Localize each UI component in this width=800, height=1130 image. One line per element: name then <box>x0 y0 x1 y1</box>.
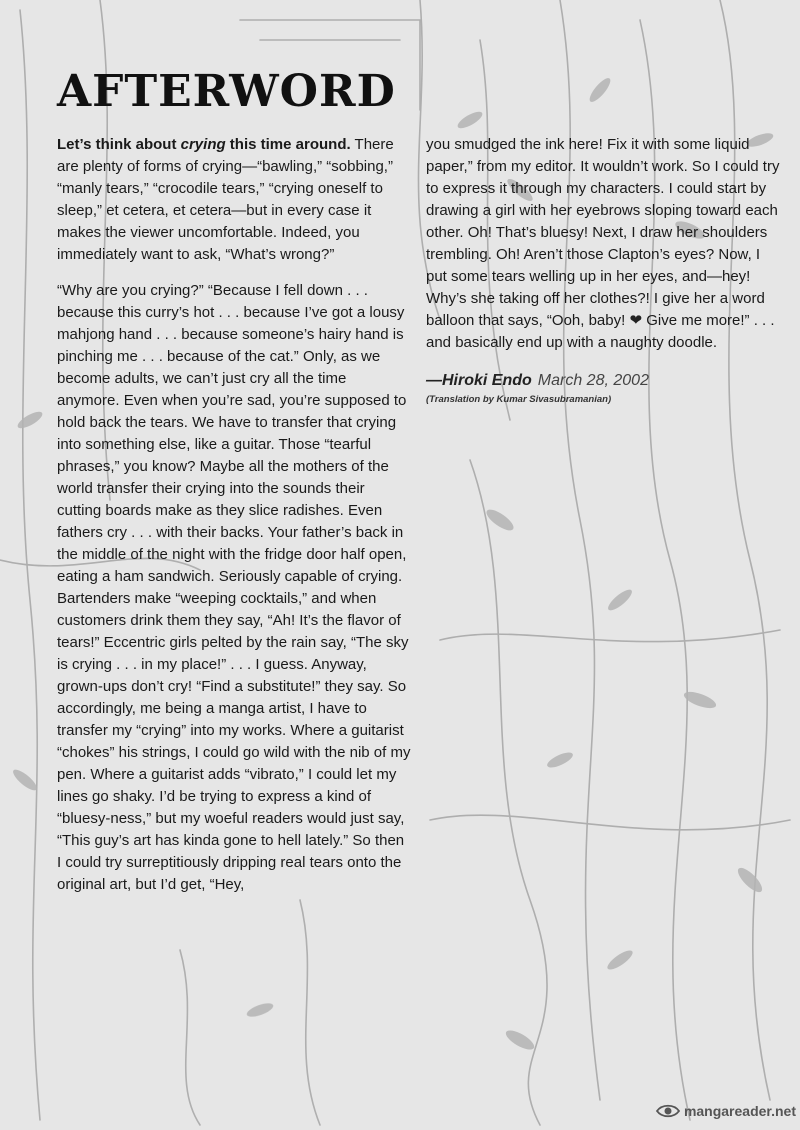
paragraph-main: “Why are you crying?” “Because I fell down . . . because this curry’s hot . . . because I’ve got a lousy mahjong hand . . . because someone’s hairy hand is pinching me . . . because of the cat.” Only, as we become adults, we can’t just cry all the time anymore. Even when you’re sad, you’re supposed to hold back the tears. We have to transfer that crying into something else, like a guitar. Those “tearful phrases,” you know? Maybe all the mothers of the world transfer their crying into the sounds their cutting boards make as they slice radishes. Even fathers cry . . . with their backs. Your father’s back in the middle of the night with the fridge door half open, eating a ham sandwich. Seriously capable of crying. Bartenders make “weeping cocktails,” and when customers drink them they say, “Ah! It’s the flavor of tears!” Eccentric girls pelted by the rain say, “The sky is crying . . . in my place!” . . . I guess. Anyway, grown-ups don’t cry! “Find a substitute!” they say. So accordingly, me being a manga artist, I have to transfer my “crying” into my works. Where a guitarist “chokes” his strings, I could go wild with the nib of my pen. Where a guitarist adds “vibrato,” I could let my lines go shaky. I’d be trying to express a kind of “bluesy-ness,” but my woeful readers would just say, “This guy’s art has kinda gone to hell lately.” So then I could try surreptitiously dripping real tears onto the original art, but I’d get, “Hey, <box>57 282 411 893</box>
author-signature: —Hiroki Endo <box>426 372 532 389</box>
signature-date: March 28, 2002 <box>537 372 649 389</box>
right-column <box>426 134 784 406</box>
watermark <box>656 1102 796 1120</box>
intro-text: There are plenty of forms of crying—“bawling,” “sobbing,” “manly tears,” “crocodile tears,” “crying oneself to sleep,” et cetera, et cetera—but in every case it makes the viewer uncomfortable. Indeed, you immediately want to ask, “What’s wrong?” <box>57 136 394 263</box>
paragraph-intro <box>57 134 412 266</box>
signature-line <box>426 370 784 392</box>
watermark-text: mangareader.net <box>683 1103 796 1119</box>
paragraph-continued: you smudged the ink here! Fix it with some liquid paper,” from my editor. It wouldn’t work. So I could try to express it through my characters. I could start by drawing a girl with her eyebrows sloping toward each other. Oh! That’s bluesy! Next, I draw her shoulders trembling. Oh! Aren’t those Clapton’s eyes? Now, I put some tears welling up in her eyes, and—hey! Why’s she taking off her clothes?! I give her a word balloon that says, “Ooh, baby! ❤ Give me more!” . . . and basically end up with a naughty doodle. <box>426 136 780 351</box>
page-title: AFTERWORD <box>57 66 396 117</box>
heart-icon: ❤ <box>629 312 643 329</box>
eye-logo-icon <box>656 1102 680 1120</box>
left-column <box>57 134 412 896</box>
lead-sentence: Let’s think about crying this time around. <box>57 136 351 153</box>
translation-credit: (Translation by Kumar Sivasubramanian) <box>426 394 612 405</box>
